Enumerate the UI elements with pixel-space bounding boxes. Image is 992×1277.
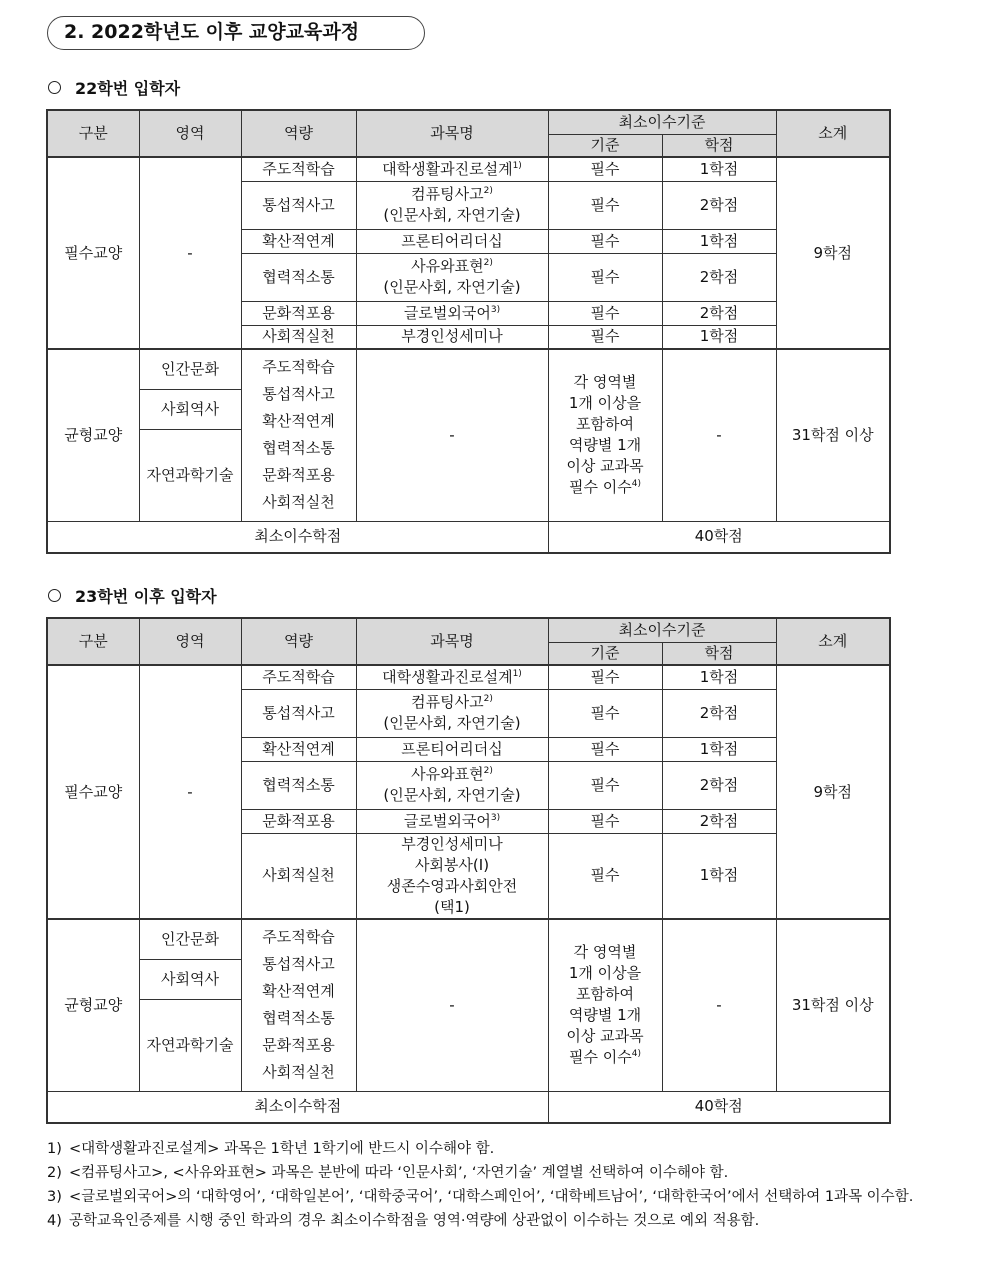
curriculum-table-23 [46, 617, 891, 1124]
header-standard: 기준 [548, 134, 662, 157]
area-cell: 자연과학기술 [139, 429, 241, 521]
min-total-label: 최소이수학점 [47, 1091, 548, 1123]
course-cell: 사유와표현$^{2)}$ (인문사회, 자연기술) [356, 761, 548, 809]
standard-cell: 각 영역별 1개 이상을 포함하여 역량별 1개 이상 교과목 필수 이수$^{4)}$ [548, 349, 662, 521]
credits-cell: - [662, 919, 776, 1091]
total-row [47, 1091, 890, 1123]
credits-cell: 1학점 [662, 229, 776, 253]
credits-cell: 2학점 [662, 181, 776, 229]
header-competency: 역량 [241, 110, 356, 157]
header-area: 영역 [139, 110, 241, 157]
course-cell: 부경인성세미나 사회봉사(Ⅰ) 생존수영과사회안전 (택1) [356, 833, 548, 919]
competency-cell: 주도적학습 [241, 665, 356, 689]
standard-cell: 필수 [548, 181, 662, 229]
competency-cell: 사회적실천 [241, 833, 356, 919]
standard-cell: 필수 [548, 809, 662, 833]
competency-cell: 문화적포용 [241, 301, 356, 325]
course-cell: 프론티어리더십 [356, 229, 548, 253]
course-cell: 사유와표현$^{2)}$ (인문사회, 자연기술) [356, 253, 548, 301]
header-min-criteria: 최소이수기준 [548, 618, 776, 642]
standard-cell: 필수 [548, 665, 662, 689]
category-required: 필수교양 [47, 665, 139, 919]
header-subtotal: 소계 [776, 110, 890, 157]
footnote: 1) <대학생활과진로설계> 과목은 1학년 1학기에 반드시 이수해야 함. [47, 1141, 495, 1157]
competency-cell: 주도적학습 [241, 157, 356, 181]
standard-cell: 필수 [548, 301, 662, 325]
category-balanced: 균형교양 [47, 919, 139, 1091]
area-required: - [139, 157, 241, 349]
standard-cell: 필수 [548, 833, 662, 919]
course-cell: 부경인성세미나 [356, 325, 548, 349]
credits-cell: 1학점 [662, 157, 776, 181]
course-cell: 프론티어리더십 [356, 737, 548, 761]
course-cell: 글로벌외국어$^{3)}$ [356, 809, 548, 833]
curriculum-table-22 [46, 109, 891, 554]
course-cell: 대학생활과진로설계$^{1)}$ [356, 157, 548, 181]
table-row [47, 919, 890, 959]
header-standard: 기준 [548, 642, 662, 665]
standard-cell: 필수 [548, 761, 662, 809]
header-category: 구분 [47, 110, 139, 157]
footnote: 4) 공학교육인증제를 시행 중인 학과의 경우 최소이수학점을 영역·역량에 상관없이 이수하는 것으로 예외 적용함. [47, 1213, 760, 1229]
subtotal-balanced: 31학점 이상 [776, 919, 890, 1091]
standard-cell: 필수 [548, 325, 662, 349]
min-total-value: 40학점 [548, 1091, 890, 1123]
competency-cell: 문화적포용 [241, 809, 356, 833]
footnote: 3) <글로벌외국어>의 ‘대학영어’, ‘대학일본어’, ‘대학중국어’, ‘대학스페인어’, ‘대학베트남어’, ‘대학한국어’에서 선택하여 1과목 이수함. [47, 1189, 914, 1205]
credits-cell: 2학점 [662, 301, 776, 325]
credits-cell: - [662, 349, 776, 521]
subtotal-balanced: 31학점 이상 [776, 349, 890, 521]
credits-cell: 2학점 [662, 689, 776, 737]
competency-cell: 협력적소통 [241, 253, 356, 301]
table-row [47, 157, 890, 181]
min-total-value: 40학점 [548, 521, 890, 553]
header-row [47, 618, 890, 642]
standard-cell: 필수 [548, 689, 662, 737]
area-cell: 사회역사 [139, 959, 241, 999]
competency-cell: 확산적연계 [241, 737, 356, 761]
category-balanced: 균형교양 [47, 349, 139, 521]
table-row [47, 349, 890, 389]
standard-cell: 필수 [548, 737, 662, 761]
competency-cell: 통섭적사고 [241, 181, 356, 229]
credits-cell: 1학점 [662, 325, 776, 349]
header-course: 과목명 [356, 618, 548, 665]
competency-cell: 협력적소통 [241, 761, 356, 809]
header-area: 영역 [139, 618, 241, 665]
header-subtotal: 소계 [776, 618, 890, 665]
competency-cell: 확산적연계 [241, 229, 356, 253]
min-total-label: 최소이수학점 [47, 521, 548, 553]
course-cell: - [356, 919, 548, 1091]
page-title: 2. 2022학년도 이후 교양교육과정 [47, 16, 425, 50]
course-cell: 컴퓨팅사고$^{2)}$ (인문사회, 자연기술) [356, 181, 548, 229]
course-cell: - [356, 349, 548, 521]
credits-cell: 2학점 [662, 761, 776, 809]
header-category: 구분 [47, 618, 139, 665]
credits-cell: 2학점 [662, 809, 776, 833]
footnotes [47, 1137, 947, 1233]
total-row [47, 521, 890, 553]
credits-cell: 1학점 [662, 665, 776, 689]
credits-cell: 1학점 [662, 737, 776, 761]
footnote: 2) <컴퓨팅사고>, <사유와표현> 과목은 분반에 따라 ‘인문사회’, ‘자연기술’ 계열별 선택하여 이수해야 함. [47, 1165, 729, 1181]
area-required: - [139, 665, 241, 919]
competency-list: 주도적학습 통섭적사고 확산적연계 협력적소통 문화적포용 사회적실천 [241, 919, 356, 1091]
header-row [47, 110, 890, 134]
competency-list: 주도적학습 통섭적사고 확산적연계 협력적소통 문화적포용 사회적실천 [241, 349, 356, 521]
course-cell: 컴퓨팅사고$^{2)}$ (인문사회, 자연기술) [356, 689, 548, 737]
category-required: 필수교양 [47, 157, 139, 349]
circle-bullet-icon [48, 589, 61, 602]
subtotal-required: 9학점 [776, 157, 890, 349]
table-row [47, 665, 890, 689]
circle-bullet-icon [48, 81, 61, 94]
header-min-criteria: 최소이수기준 [548, 110, 776, 134]
area-cell: 인간문화 [139, 349, 241, 389]
course-cell: 대학생활과진로설계$^{1)}$ [356, 665, 548, 689]
credits-cell: 2학점 [662, 253, 776, 301]
competency-cell: 통섭적사고 [241, 689, 356, 737]
header-course: 과목명 [356, 110, 548, 157]
area-cell: 자연과학기술 [139, 999, 241, 1091]
course-cell: 글로벌외국어$^{3)}$ [356, 301, 548, 325]
section-heading-23: 23학번 이후 입학자 [48, 584, 217, 607]
section-heading-22: 22학번 입학자 [48, 76, 180, 99]
area-cell: 인간문화 [139, 919, 241, 959]
standard-cell: 필수 [548, 157, 662, 181]
credits-cell: 1학점 [662, 833, 776, 919]
standard-cell: 필수 [548, 229, 662, 253]
subtotal-required: 9학점 [776, 665, 890, 919]
competency-cell: 사회적실천 [241, 325, 356, 349]
standard-cell: 각 영역별 1개 이상을 포함하여 역량별 1개 이상 교과목 필수 이수$^{4)}$ [548, 919, 662, 1091]
header-credits: 학점 [662, 642, 776, 665]
header-credits: 학점 [662, 134, 776, 157]
standard-cell: 필수 [548, 253, 662, 301]
area-cell: 사회역사 [139, 389, 241, 429]
header-competency: 역량 [241, 618, 356, 665]
